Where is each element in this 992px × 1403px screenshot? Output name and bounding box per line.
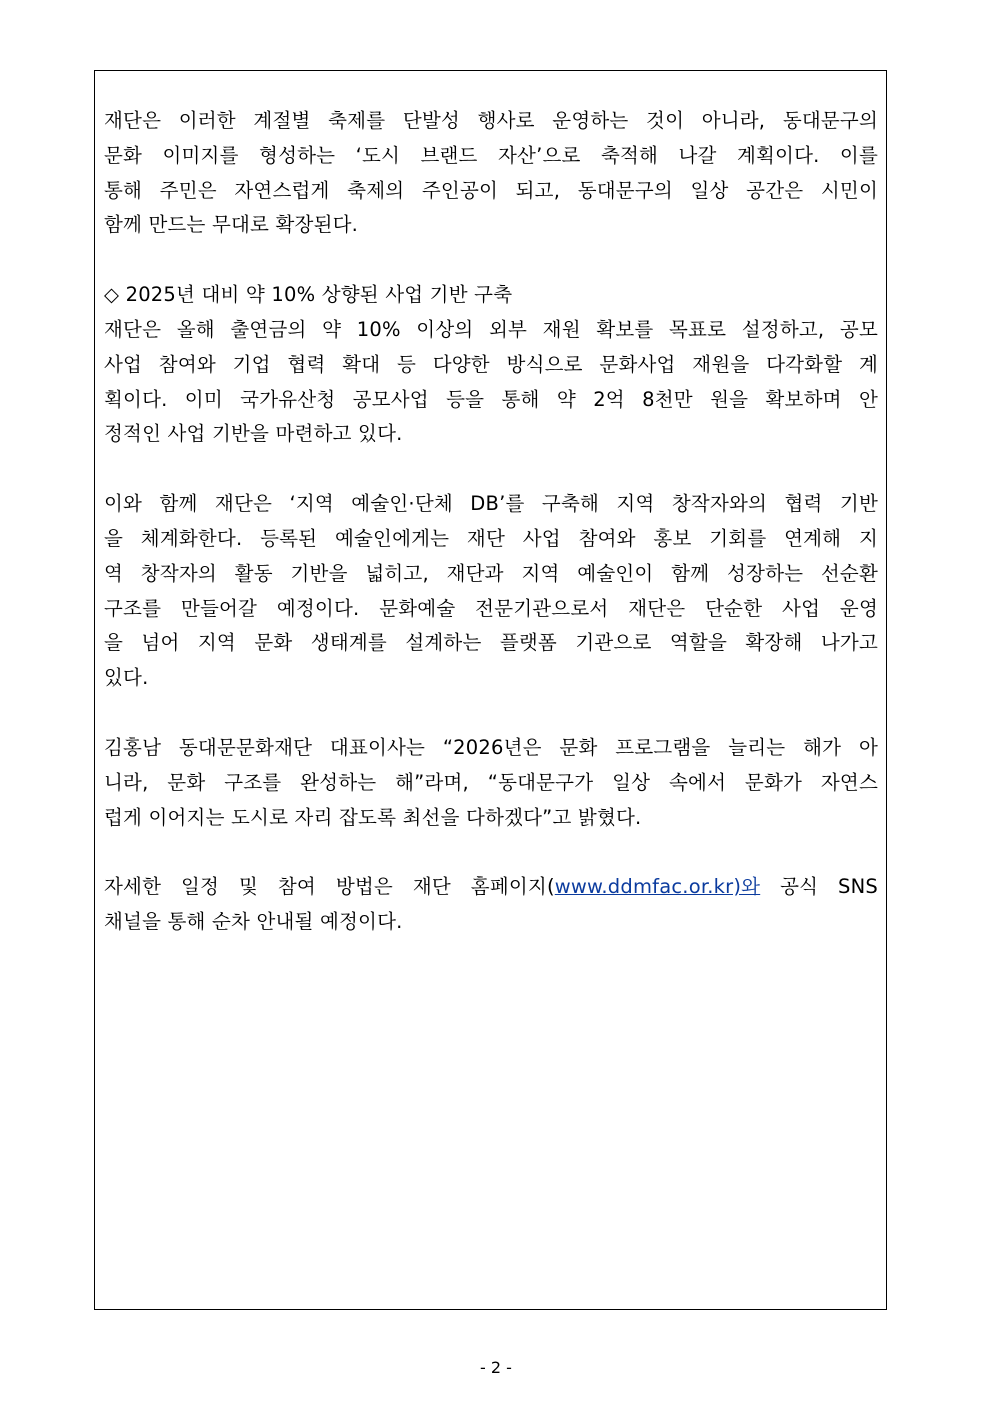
text-line: 재단은 올해 출연금의 약 10% 이상의 외부 재원 확보를 목표로 설정하고, 공모 xyxy=(104,317,878,341)
paragraph-gap xyxy=(104,835,878,870)
text-line: 역 창작자의 활동 기반을 넓히고, 재단과 지역 예술인이 함께 성장하는 선순환 xyxy=(104,561,878,585)
paragraph-gap xyxy=(104,243,878,278)
text-line: 이와 함께 재단은 ‘지역 예술인·단체 DB’를 구축해 지역 창작자와의 협력 기반 xyxy=(104,492,878,516)
text-line: 채널을 통해 순차 안내될 예정이다. xyxy=(104,910,403,934)
paragraph-funding-base xyxy=(104,278,878,452)
homepage-link[interactable]: www.ddmfac.or.kr)와 xyxy=(554,875,761,899)
section-heading: ◇ 2025년 대비 약 10% 상향된 사업 기반 구축 xyxy=(104,283,513,307)
text-line xyxy=(104,870,878,905)
text-line: 을 넘어 지역 문화 생태계를 설계하는 플랫폼 기관으로 역할을 확장해 나가고 xyxy=(104,631,878,655)
text-line: 을 체계화한다. 등록된 예술인에게는 재단 사업 참여와 홍보 기회를 연계해 지 xyxy=(104,526,878,550)
text-line: 김홍남 동대문문화재단 대표이사는 “2026년은 문화 프로그램을 늘리는 해가 아 xyxy=(104,735,878,759)
text-line: 니라, 문화 구조를 완성하는 해”라며, “동대문구가 일상 속에서 문화가 자연스 xyxy=(104,770,878,794)
paragraph-more-info xyxy=(104,870,878,940)
text-line: 정적인 사업 기반을 마련하고 있다. xyxy=(104,422,403,446)
paragraph-gap xyxy=(104,696,878,731)
text-line: 구조를 만들어갈 예정이다. 문화예술 전문기관으로서 재단은 단순한 사업 운영 xyxy=(104,596,878,620)
text-segment: 자세한 일정 및 참여 방법은 재단 홈페이지( xyxy=(104,875,555,899)
text-line: 통해 주민은 자연스럽게 축제의 주인공이 되고, 동대문구의 일상 공간은 시민이 xyxy=(104,178,878,202)
text-line: 재단은 이러한 계절별 축제를 단발성 행사로 운영하는 것이 아니라, 동대문구의 xyxy=(104,109,878,132)
paragraph-festival-brand xyxy=(104,104,878,243)
paragraph-gap xyxy=(104,452,878,487)
paragraph-ceo-quote xyxy=(104,731,878,835)
text-line: 사업 참여와 기업 협력 확대 등 다양한 방식으로 문화사업 재원을 다각화할 계 xyxy=(104,352,878,376)
document-body xyxy=(104,104,878,940)
text-segment: 공식 SNS xyxy=(760,875,878,899)
page-number: - 2 - xyxy=(480,1358,512,1377)
text-line: 럽게 이어지는 도시로 자리 잡도록 최선을 다하겠다”고 밝혔다. xyxy=(104,805,642,829)
text-line: 있다. xyxy=(104,666,149,690)
text-line: 획이다. 이미 국가유산청 공모사업 등을 통해 약 2억 8천만 원을 확보하며 안 xyxy=(104,387,878,411)
text-line: 문화 이미지를 형성하는 ‘도시 브랜드 자산’으로 축적해 나갈 계획이다. 이를 xyxy=(104,143,878,167)
paragraph-artist-db xyxy=(104,487,878,696)
text-line: 함께 만드는 무대로 확장된다. xyxy=(104,213,359,237)
